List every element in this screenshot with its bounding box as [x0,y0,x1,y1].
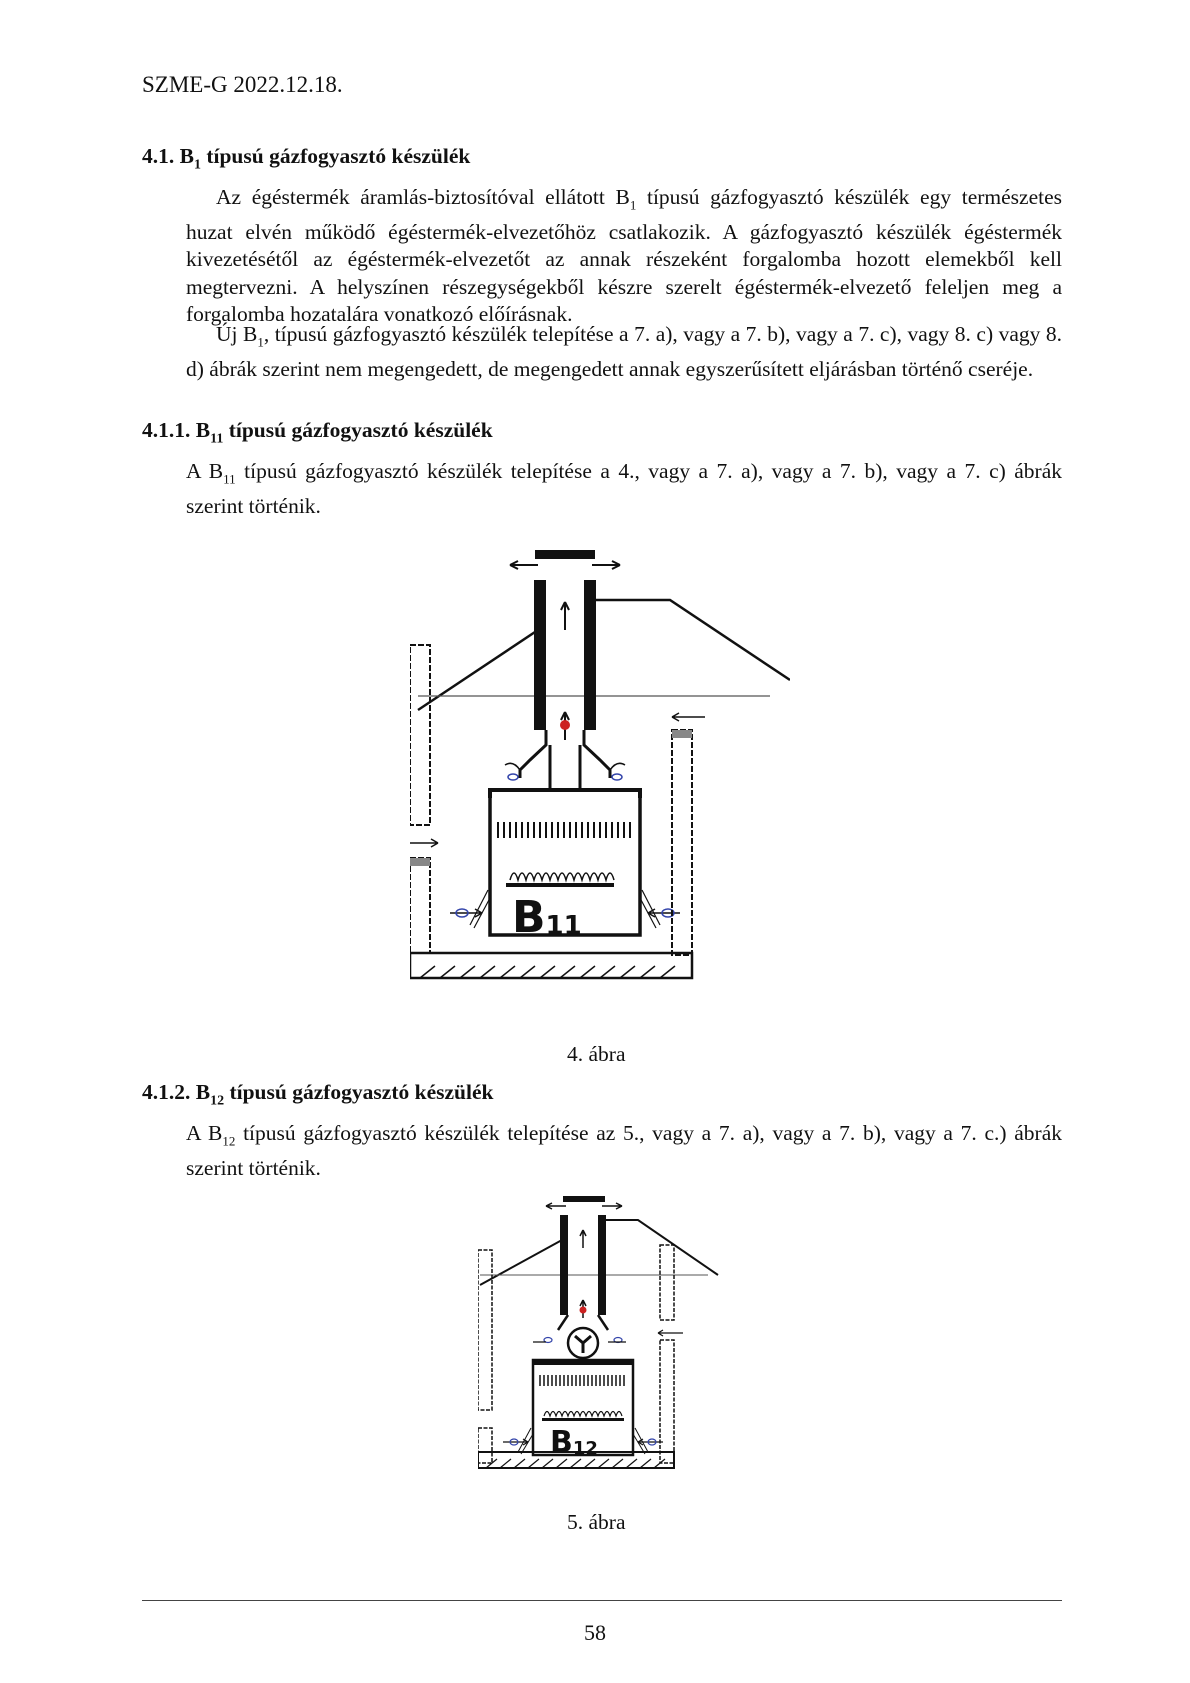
chimney-cap [546,1196,622,1209]
roof [418,600,790,710]
figure-4-caption: 4. ábra [567,1042,626,1066]
burner-bar [506,883,614,887]
section-4-1-2-paragraph: A $B_{12}$ típusú gázfogyasztó készülék telepítése az 5., vagy a 7. a), vagy a 7. b), vagy a 7. c.) ábrák szerint történik. [186,1121,1062,1180]
flue-pipe [534,580,596,740]
flue-pipe [560,1215,606,1318]
figure-4-label: B11 [512,892,582,943]
chimney-cap [510,550,620,569]
section-4-1-1-paragraph: A $B_{11}$ típusú gázfogyasztó készülék telepítése a 4., vagy a 7. a), vagy a 7. b), vagy a 7. c) ábrák szerint történik. [186,459,1062,518]
section-4-1-paragraph-1: Az égéstermék áramlás-biztosítóval ellátott $B_1$ típusú gázfogyasztó készülék egy természetes huzat elvén működő égéstermék-elvezetőhöz csatlakozik. A gázfogyasztó készülék égéstermék kivezetésétől az égéstermék-elvezetőt az annak részeként forgalomba hozott elemekből kell megtervezni. A helyszínen részegységekből készre szerelt égéstermék-elvezető feleljen meg a forgalomba hozatalára vonatkozó előírásnak. [186,185,1062,327]
red-flow-marker [560,720,570,730]
section-4-1-title: 4.1. $B_1$ típusú gázfogyasztó készülék [142,144,471,173]
burner-flames [510,873,614,880]
brick-walls [410,645,705,955]
footer-rule [142,1600,1062,1601]
section-4-1-1-title: 4.1.1. $B_{11}$ típusú gázfogyasztó készülék [142,418,493,447]
burner-bar [542,1418,624,1421]
section-4-1-paragraph-2: Új $B_1$, típusú gázfogyasztó készülék telepítése a 7. a), vagy a 7. b), vagy a 7. c), vagy 8. c) vagy 8. d) ábrák szerint nem megengedett, de megengedett annak egyszerűsített eljárásban történő cseréje. [186,322,1063,381]
figure-5-caption: 5. ábra [567,1510,626,1534]
brick-walls [478,1245,683,1463]
floor [410,953,692,978]
appliance-body [490,790,640,943]
running-header: SZME-G 2022.12.18. [142,72,343,97]
appliance-body [533,1360,633,1460]
figure-4-b11-diagram [410,540,790,1000]
burner-flames [544,1412,622,1417]
section-4-1-2-title: 4.1.2. $B_{12}$ típusú gázfogyasztó készülék [142,1080,494,1109]
red-flow-marker [580,1307,587,1314]
figure-5-label: B12 [550,1425,598,1460]
fan-unit [533,1315,626,1358]
page-number: 58 [584,1620,606,1645]
figure-5-b12-diagram [478,1190,728,1470]
